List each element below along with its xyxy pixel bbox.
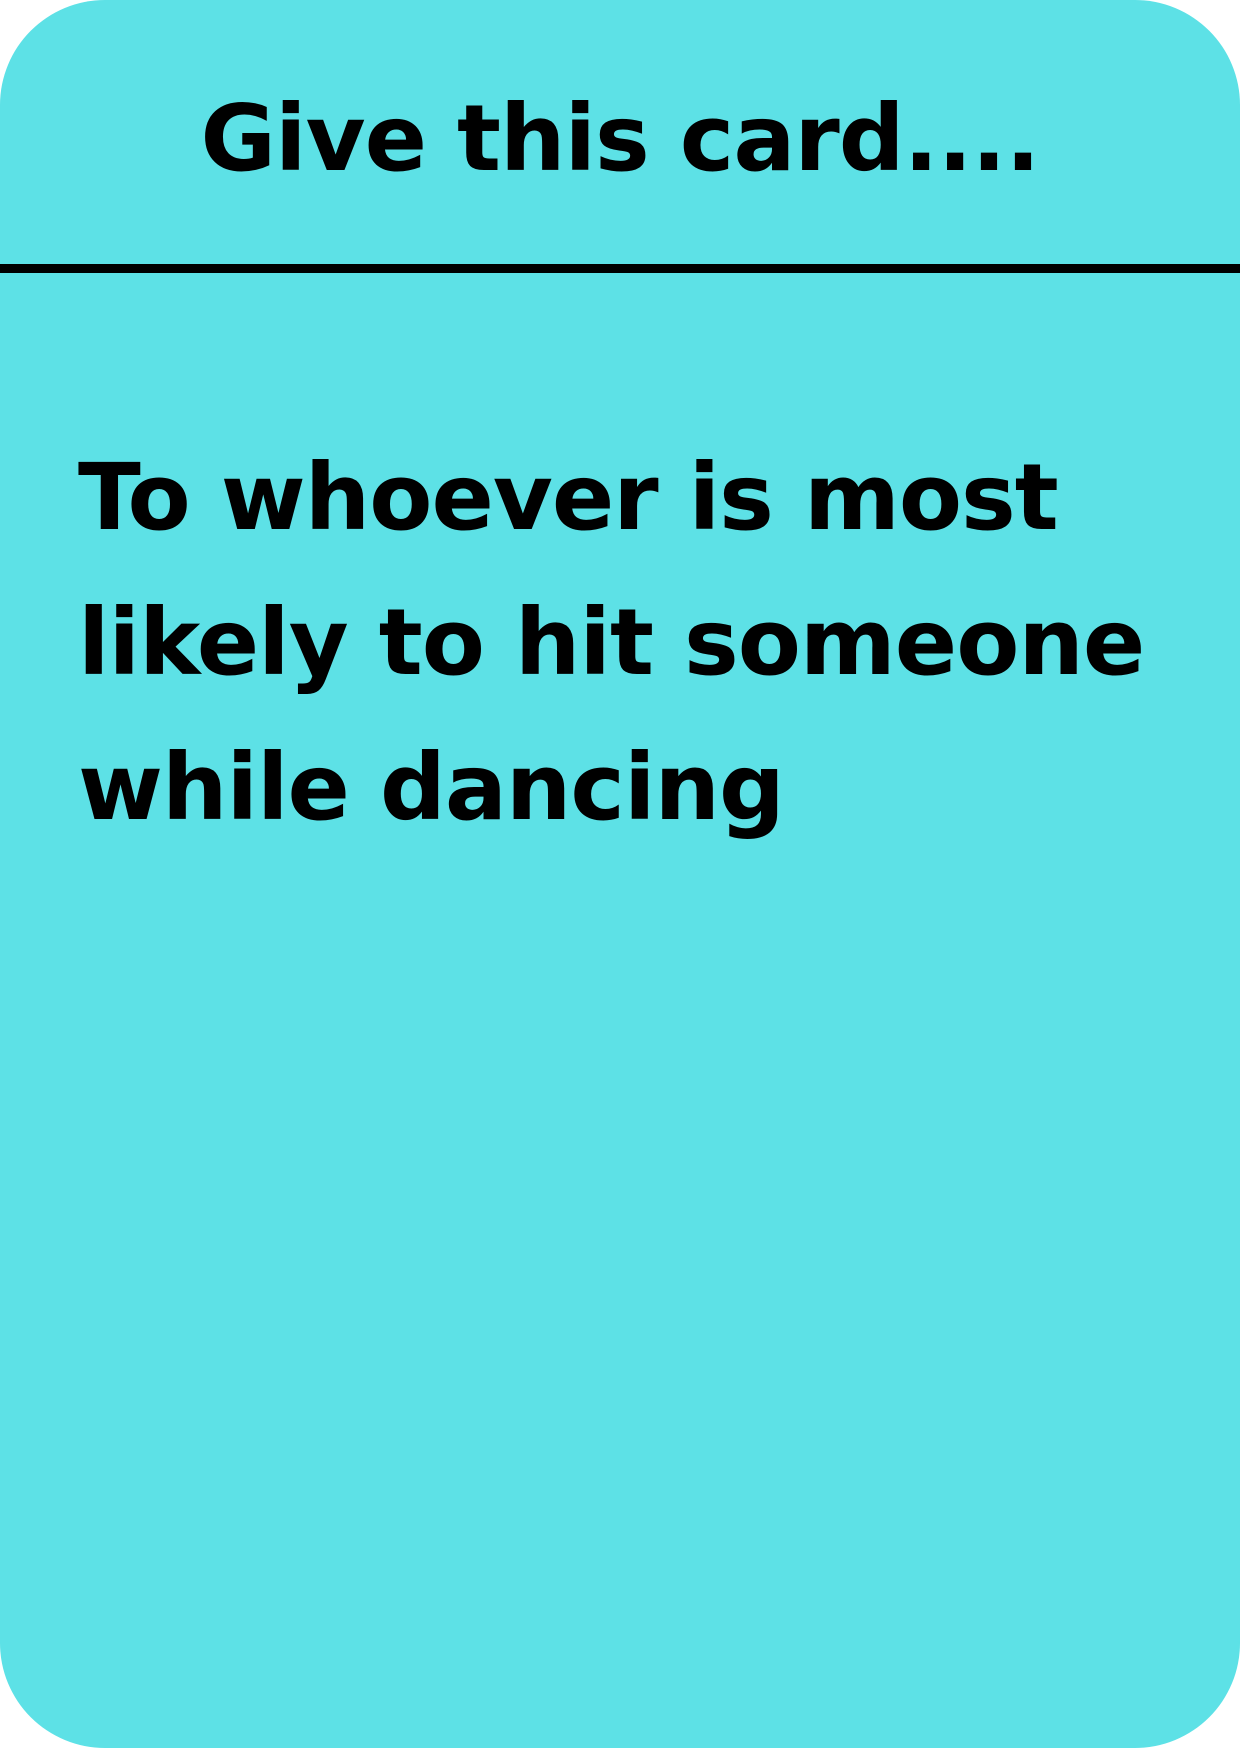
card-prompt-text: To whoever is most likely to hit someone while dancing bbox=[78, 444, 1145, 841]
header-divider bbox=[0, 264, 1240, 273]
card-header-title: Give this card.... bbox=[200, 85, 1040, 192]
